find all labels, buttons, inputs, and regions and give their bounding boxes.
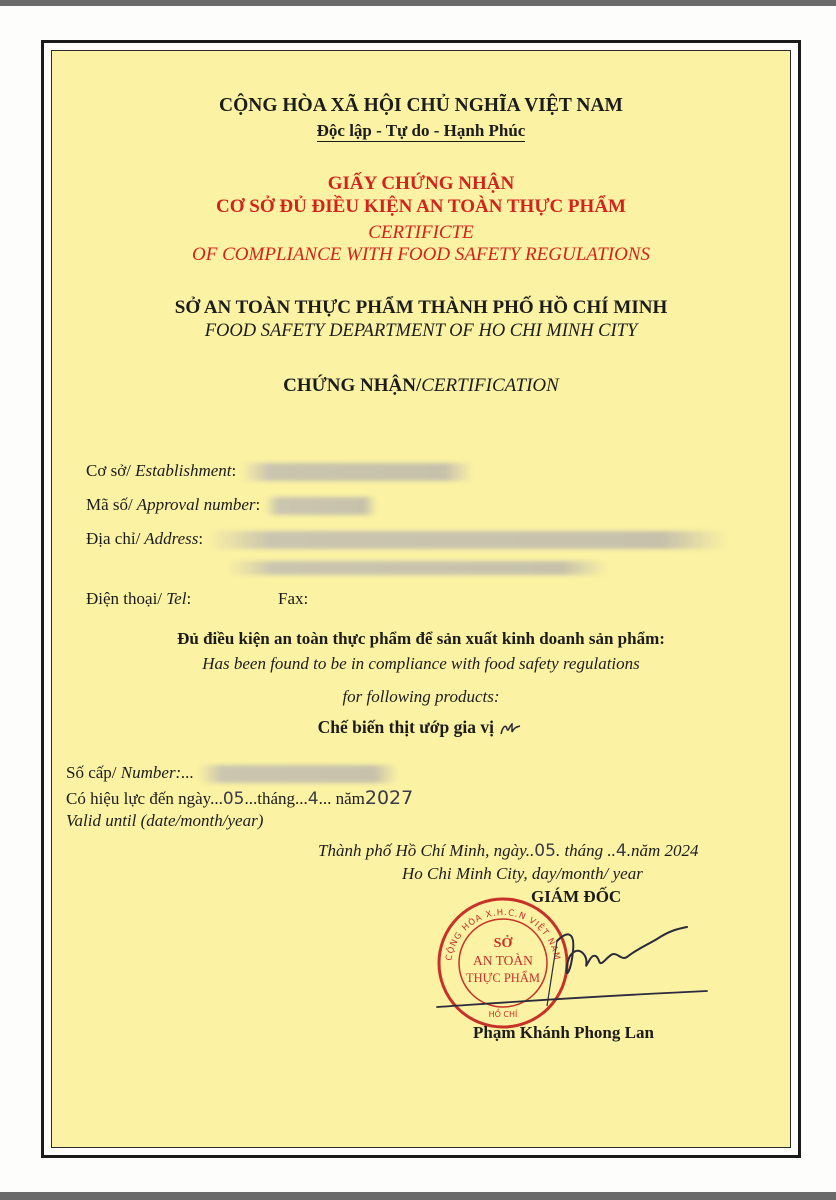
issue-date-row [318, 841, 699, 861]
address-colon: : [198, 529, 204, 548]
establishment-redacted [241, 463, 473, 481]
tel-label-en: Tel [162, 589, 187, 608]
number-redacted [198, 765, 398, 783]
validity-row [66, 787, 413, 809]
issue-day: 05 [534, 841, 556, 861]
approval-label-vn: Mã số/ [86, 495, 133, 514]
product-name [52, 717, 790, 738]
tel-colon: : [186, 589, 192, 608]
department-vn: SỞ AN TOÀN THỰC PHẨM THÀNH PHỐ HỒ CHÍ MINH [174, 297, 668, 318]
valid-year-prefix: ... năm [318, 789, 365, 808]
seal-ring-text: CỘNG HÒA X.H.C.N VIỆT NAM [444, 907, 562, 962]
issue-month-prefix: . tháng .. [555, 841, 616, 860]
department-en: FOOD SAFETY DEPARTMENT OF HO CHI MINH CITY [204, 321, 638, 341]
approval-redacted [265, 497, 377, 515]
approval-row [86, 495, 377, 515]
issue-date-en: Ho Chi Minh City, day/month/ year [402, 864, 643, 883]
motto [52, 121, 790, 141]
certificate-subtitle-vn: CƠ SỞ ĐỦ ĐIỀU KIỆN AN TOÀN THỰC PHẨM [216, 196, 626, 217]
product-name-text: Chế biến thịt ướp gia vị [317, 717, 494, 737]
seal-bottom-text: HỒ CHÍ [488, 1010, 518, 1019]
address-label-en: Address [140, 529, 199, 548]
motto-text: Độc lập - Tự do - Hạnh Phúc [316, 121, 526, 140]
issue-year: .năm 2024 [626, 841, 699, 860]
number-row [66, 763, 398, 783]
address-row [86, 529, 727, 549]
establishment-label-vn: Cơ sở/ [86, 461, 131, 480]
nation-heading: CỘNG HÒA XÃ HỘI CHỦ NGHĨA VIỆT NAM [219, 95, 623, 116]
products-statement-vn: Đủ điều kiện an toàn thực phẩm để sản xuất kinh doanh sản phẩm: [177, 629, 665, 648]
scan-edge-bottom [0, 1192, 836, 1200]
tel-label-vn: Điện thoại/ [86, 589, 163, 608]
certificate-paper [51, 50, 791, 1148]
establishment-row [86, 461, 473, 481]
products-statement-en-2: for following products: [342, 687, 500, 706]
establishment-label-en: Establishment [130, 461, 232, 480]
signer-name: Phạm Khánh Phong Lan [473, 1023, 654, 1042]
valid-month-prefix: ...tháng... [244, 789, 308, 808]
products-statement-en: Has been found to be in compliance with food safety regulations [202, 654, 640, 673]
number-label-vn: Số cấp/ [66, 763, 117, 782]
approval-colon: : [255, 495, 261, 514]
issue-month: 4 [615, 841, 627, 861]
certification-heading [52, 375, 790, 397]
address-redacted [207, 531, 727, 549]
number-label-en: Number:... [116, 763, 194, 782]
director-signature [407, 911, 727, 1021]
certification-vn: CHỨNG NHẬN/ [283, 375, 422, 396]
valid-year: 2027 [364, 787, 414, 809]
establishment-colon: : [231, 461, 237, 480]
tel-row [86, 589, 191, 609]
address-label-vn: Địa chỉ/ [86, 529, 141, 548]
valid-until-en: Valid until (date/month/year) [66, 811, 264, 830]
seal-line-1: SỞ [493, 936, 513, 951]
valid-month: 4 [307, 789, 319, 809]
address-redacted-line2 [228, 561, 608, 575]
certificate-title-vn: GIẤY CHỨNG NHẬN [327, 173, 515, 194]
address-line2 [228, 559, 608, 577]
certificate-subtitle-en: OF COMPLIANCE WITH FOOD SAFETY REGULATIONS [192, 244, 650, 265]
issue-city-prefix: Thành phố Hồ Chí Minh, ngày.. [318, 841, 535, 860]
approval-label-en: Approval number [132, 495, 256, 514]
valid-day: 05 [222, 789, 245, 809]
certificate-title-en: CERTIFICTE [368, 222, 474, 243]
certificate-frame [41, 40, 801, 1158]
fax-label: Fax: [278, 589, 309, 608]
director-title: GIÁM ĐỐC [531, 887, 622, 906]
scan-edge-top [0, 0, 836, 6]
seal-line-2: AN TOÀN [473, 953, 533, 968]
valid-prefix: Có hiệu lực đến ngày... [66, 789, 223, 808]
initial-mark-icon [498, 720, 524, 738]
seal-line-3: THỰC PHẨM [466, 971, 540, 985]
certification-en: CERTIFICATION [421, 375, 559, 396]
